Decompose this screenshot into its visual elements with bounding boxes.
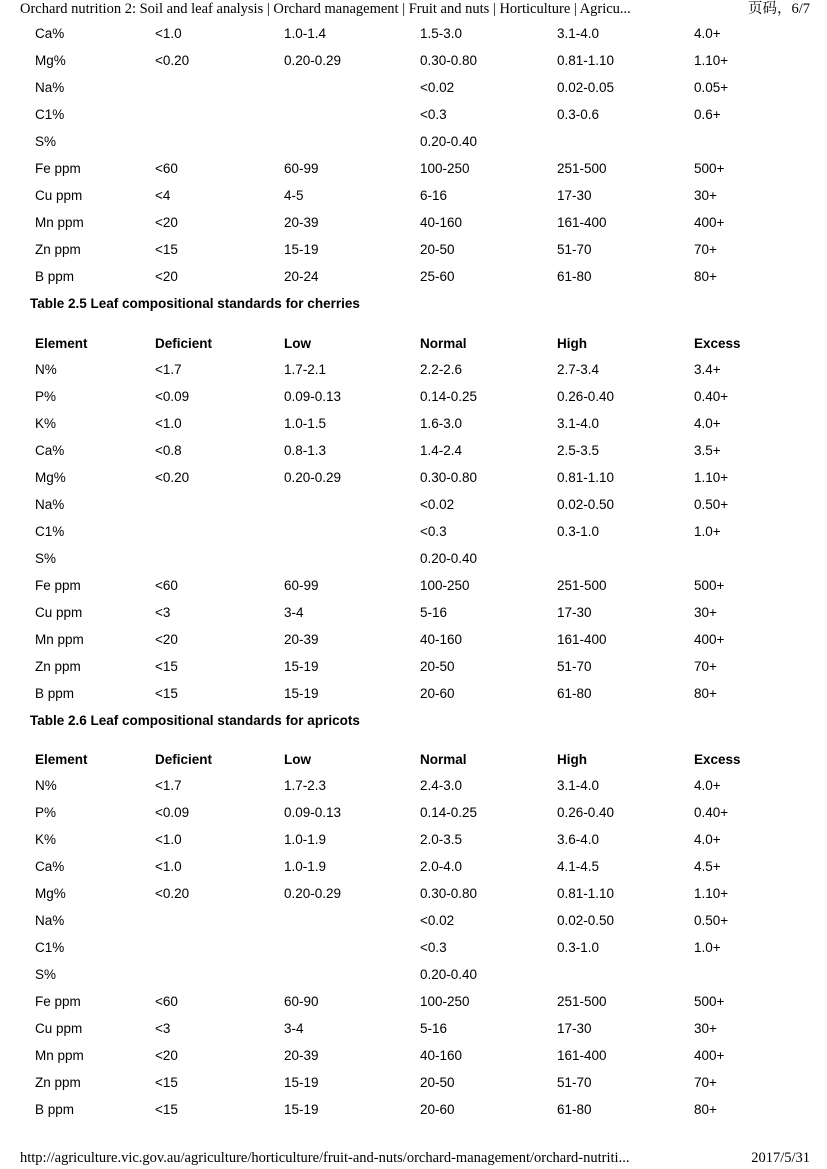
value-cell: 1.5-3.0 [420,26,463,41]
value-cell: <60 [155,161,178,176]
value-cell: 1.6-3.0 [420,416,463,431]
column-header: High [557,336,587,351]
table-row [0,361,827,388]
value-cell: 251-500 [557,994,607,1009]
element-cell: Cu ppm [35,605,83,620]
element-cell: Ca% [35,26,65,41]
value-cell: <3 [155,605,171,620]
value-cell: 400+ [694,215,725,230]
table-row [0,966,827,993]
value-cell: 4.1-4.5 [557,859,600,874]
value-cell: 15-19 [284,242,319,257]
column-header: Normal [420,336,467,351]
value-cell: 0.02-0.05 [557,80,615,95]
value-cell: 2.2-2.6 [420,362,463,377]
value-cell: <1.0 [155,416,182,431]
value-cell: <0.20 [155,886,190,901]
element-cell: B ppm [35,269,75,284]
column-header: Deficient [155,752,213,767]
column-header: Element [35,752,88,767]
element-cell: Mg% [35,886,66,901]
value-cell: 1.0+ [694,524,721,539]
value-cell: 100-250 [420,161,470,176]
value-cell: 60-90 [284,994,319,1009]
value-cell: 51-70 [557,659,592,674]
value-cell: <1.7 [155,778,182,793]
value-cell: <0.20 [155,470,190,485]
element-cell: Na% [35,497,65,512]
value-cell: 3.6-4.0 [557,832,600,847]
value-cell: 17-30 [557,1021,592,1036]
value-cell: 3-4 [284,1021,304,1036]
value-cell: <15 [155,1075,178,1090]
value-cell: 4.5+ [694,859,721,874]
value-cell: 0.20-0.40 [420,551,478,566]
value-cell: 30+ [694,605,717,620]
table-row [0,631,827,658]
table-row [0,268,827,295]
value-cell: 161-400 [557,1048,607,1063]
element-cell: S% [35,967,57,982]
table-caption-cherries: Table 2.5 Leaf compositional standards for cherries [30,296,360,311]
page-footer [20,1149,810,1169]
value-cell: 500+ [694,161,725,176]
element-cell: B ppm [35,686,75,701]
value-cell: 1.4-2.4 [420,443,463,458]
value-cell: 51-70 [557,242,592,257]
value-cell: 40-160 [420,1048,463,1063]
table-row [0,1020,827,1047]
column-header: Excess [694,336,741,351]
value-cell: 0.20-0.40 [420,967,478,982]
element-cell: Zn ppm [35,242,81,257]
table-row [0,604,827,631]
value-cell: 1.0-1.5 [284,416,327,431]
value-cell: 0.50+ [694,497,729,512]
value-cell: 17-30 [557,188,592,203]
value-cell: 1.0-1.9 [284,859,327,874]
table-row [0,993,827,1020]
element-cell: B ppm [35,1102,75,1117]
value-cell: 2.0-3.5 [420,832,463,847]
value-cell: <20 [155,215,178,230]
value-cell: 20-50 [420,242,455,257]
value-cell: 61-80 [557,1102,592,1117]
element-cell: K% [35,416,57,431]
value-cell: 0.20-0.29 [284,53,342,68]
table-row [0,79,827,106]
value-cell: 0.3-0.6 [557,107,600,122]
value-cell: 0.3-1.0 [557,940,600,955]
table-row [0,777,827,804]
table-row [0,496,827,523]
value-cell: 3.5+ [694,443,721,458]
value-cell: 60-99 [284,578,319,593]
page-title: Orchard nutrition 2: Soil and leaf analysis | Orchard management | Fruit and nuts | Horticulture | Agricu... [20,1,631,17]
value-cell: 30+ [694,188,717,203]
value-cell: 60-99 [284,161,319,176]
value-cell: 0.30-0.80 [420,886,478,901]
value-cell: 1.0+ [694,940,721,955]
value-cell: 3.1-4.0 [557,416,600,431]
value-cell: 15-19 [284,1102,319,1117]
value-cell: 0.05+ [694,80,729,95]
table-row [0,577,827,604]
value-cell: <0.02 [420,80,455,95]
element-cell: N% [35,362,57,377]
value-cell: <4 [155,188,171,203]
element-cell: Cu ppm [35,188,83,203]
table-row [0,52,827,79]
value-cell: 0.50+ [694,913,729,928]
table-row [0,885,827,912]
column-header: Excess [694,752,741,767]
value-cell: <0.09 [155,805,190,820]
element-cell: Na% [35,913,65,928]
value-cell: 20-60 [420,1102,455,1117]
value-cell: <20 [155,269,178,284]
table-row [0,523,827,550]
value-cell: 20-50 [420,659,455,674]
value-cell: 4.0+ [694,832,721,847]
value-cell: 61-80 [557,686,592,701]
value-cell: 161-400 [557,215,607,230]
value-cell: 0.6+ [694,107,721,122]
value-cell: 20-39 [284,1048,319,1063]
value-cell: 0.26-0.40 [557,389,615,404]
value-cell: 5-16 [420,605,448,620]
value-cell: 0.02-0.50 [557,497,615,512]
element-cell: P% [35,805,57,820]
value-cell: 400+ [694,1048,725,1063]
value-cell: 20-24 [284,269,319,284]
value-cell: 0.26-0.40 [557,805,615,820]
page-header [20,0,810,20]
table-row [0,241,827,268]
table-row [0,133,827,160]
value-cell: 3.4+ [694,362,721,377]
element-cell: Zn ppm [35,1075,81,1090]
column-header: Element [35,336,88,351]
value-cell: 20-39 [284,215,319,230]
value-cell: 20-60 [420,686,455,701]
apricots-table [0,751,827,1128]
value-cell: 0.8-1.3 [284,443,327,458]
value-cell: 5-16 [420,1021,448,1036]
value-cell: 0.81-1.10 [557,886,615,901]
element-cell: Na% [35,80,65,95]
value-cell: 17-30 [557,605,592,620]
table-row [0,831,827,858]
value-cell: 0.81-1.10 [557,53,615,68]
value-cell: <15 [155,242,178,257]
element-cell: P% [35,389,57,404]
value-cell: 1.0-1.9 [284,832,327,847]
element-cell: Fe ppm [35,994,81,1009]
value-cell: <20 [155,632,178,647]
value-cell: <15 [155,1102,178,1117]
print-date: 2017/5/31 [751,1150,810,1166]
value-cell: <1.0 [155,859,182,874]
element-cell: C1% [35,524,65,539]
value-cell: 3.1-4.0 [557,778,600,793]
table-row [0,939,827,966]
column-header: Low [284,336,311,351]
value-cell: <1.0 [155,832,182,847]
value-cell: 0.30-0.80 [420,53,478,68]
value-cell: 1.0-1.4 [284,26,327,41]
cherries-table [0,335,827,712]
table-row [0,25,827,52]
element-cell: K% [35,832,57,847]
value-cell: <15 [155,659,178,674]
value-cell: <60 [155,994,178,1009]
table-row [0,658,827,685]
value-cell: 161-400 [557,632,607,647]
value-cell: 0.40+ [694,389,729,404]
value-cell: 4-5 [284,188,304,203]
value-cell: 1.7-2.1 [284,362,327,377]
table-row [0,1074,827,1101]
value-cell: 400+ [694,632,725,647]
element-cell: Fe ppm [35,578,81,593]
value-cell: <1.7 [155,362,182,377]
value-cell: <0.02 [420,913,455,928]
value-cell: 0.20-0.29 [284,886,342,901]
table-row [0,912,827,939]
element-cell: Mn ppm [35,215,84,230]
value-cell: <20 [155,1048,178,1063]
value-cell: <1.0 [155,26,182,41]
value-cell: 500+ [694,578,725,593]
value-cell: 70+ [694,659,717,674]
value-cell: 0.14-0.25 [420,805,478,820]
element-cell: Cu ppm [35,1021,83,1036]
value-cell: 3-4 [284,605,304,620]
table-row [0,187,827,214]
page-number: 页码，6/7 [747,1,810,17]
table-row [0,160,827,187]
value-cell: 3.1-4.0 [557,26,600,41]
element-cell: S% [35,551,57,566]
value-cell: 61-80 [557,269,592,284]
value-cell: 0.30-0.80 [420,470,478,485]
value-cell: 0.3-1.0 [557,524,600,539]
value-cell: <0.02 [420,497,455,512]
value-cell: 70+ [694,242,717,257]
value-cell: 500+ [694,994,725,1009]
value-cell: 100-250 [420,578,470,593]
value-cell: 15-19 [284,659,319,674]
value-cell: 4.0+ [694,416,721,431]
value-cell: <3 [155,1021,171,1036]
element-cell: S% [35,134,57,149]
table-row [0,550,827,577]
column-header: Low [284,752,311,767]
table-row [0,442,827,469]
value-cell: 15-19 [284,1075,319,1090]
value-cell: 2.7-3.4 [557,362,600,377]
value-cell: 4.0+ [694,778,721,793]
table-row [0,106,827,133]
element-cell: Mn ppm [35,632,84,647]
value-cell: 1.7-2.3 [284,778,327,793]
table-row [0,804,827,831]
element-cell: Ca% [35,443,65,458]
value-cell: 0.09-0.13 [284,805,342,820]
value-cell: 0.14-0.25 [420,389,478,404]
element-cell: N% [35,778,57,793]
value-cell: 6-16 [420,188,448,203]
value-cell: 0.81-1.10 [557,470,615,485]
value-cell: 80+ [694,686,717,701]
value-cell: 40-160 [420,215,463,230]
column-header: High [557,752,587,767]
continued-table [0,25,827,295]
value-cell: 251-500 [557,578,607,593]
element-cell: C1% [35,107,65,122]
value-cell: 100-250 [420,994,470,1009]
value-cell: <0.09 [155,389,190,404]
table-row [0,858,827,885]
value-cell: 15-19 [284,686,319,701]
table-row [0,388,827,415]
table-row [0,1047,827,1074]
table-caption-apricots: Table 2.6 Leaf compositional standards for apricots [30,713,360,728]
value-cell: 2.4-3.0 [420,778,463,793]
page-url: http://agriculture.vic.gov.au/agriculture/horticulture/fruit-and-nuts/orchard-management/orchard-nutriti... [20,1150,630,1166]
element-cell: Mg% [35,470,66,485]
table-row [0,214,827,241]
value-cell: 80+ [694,269,717,284]
value-cell: 25-60 [420,269,455,284]
column-header: Normal [420,752,467,767]
value-cell: 1.10+ [694,470,729,485]
value-cell: 80+ [694,1102,717,1117]
value-cell: 30+ [694,1021,717,1036]
value-cell: 0.02-0.50 [557,913,615,928]
element-cell: Zn ppm [35,659,81,674]
value-cell: 20-39 [284,632,319,647]
table-row [0,469,827,496]
value-cell: <0.3 [420,940,447,955]
column-header: Deficient [155,336,213,351]
value-cell: <60 [155,578,178,593]
value-cell: 0.40+ [694,805,729,820]
value-cell: 0.20-0.29 [284,470,342,485]
table-row [0,685,827,712]
table-row [0,415,827,442]
value-cell: 1.10+ [694,53,729,68]
value-cell: 2.5-3.5 [557,443,600,458]
element-cell: Mn ppm [35,1048,84,1063]
element-cell: Mg% [35,53,66,68]
element-cell: C1% [35,940,65,955]
value-cell: 40-160 [420,632,463,647]
value-cell: <0.20 [155,53,190,68]
value-cell: <0.3 [420,524,447,539]
table-header-row [0,751,827,777]
value-cell: <0.8 [155,443,182,458]
element-cell: Ca% [35,859,65,874]
value-cell: 0.09-0.13 [284,389,342,404]
table-row [0,1101,827,1128]
value-cell: 2.0-4.0 [420,859,463,874]
value-cell: <0.3 [420,107,447,122]
element-cell: Fe ppm [35,161,81,176]
value-cell: 0.20-0.40 [420,134,478,149]
value-cell: <15 [155,686,178,701]
table-header-row [0,335,827,361]
value-cell: 20-50 [420,1075,455,1090]
value-cell: 251-500 [557,161,607,176]
value-cell: 51-70 [557,1075,592,1090]
value-cell: 4.0+ [694,26,721,41]
value-cell: 1.10+ [694,886,729,901]
value-cell: 70+ [694,1075,717,1090]
